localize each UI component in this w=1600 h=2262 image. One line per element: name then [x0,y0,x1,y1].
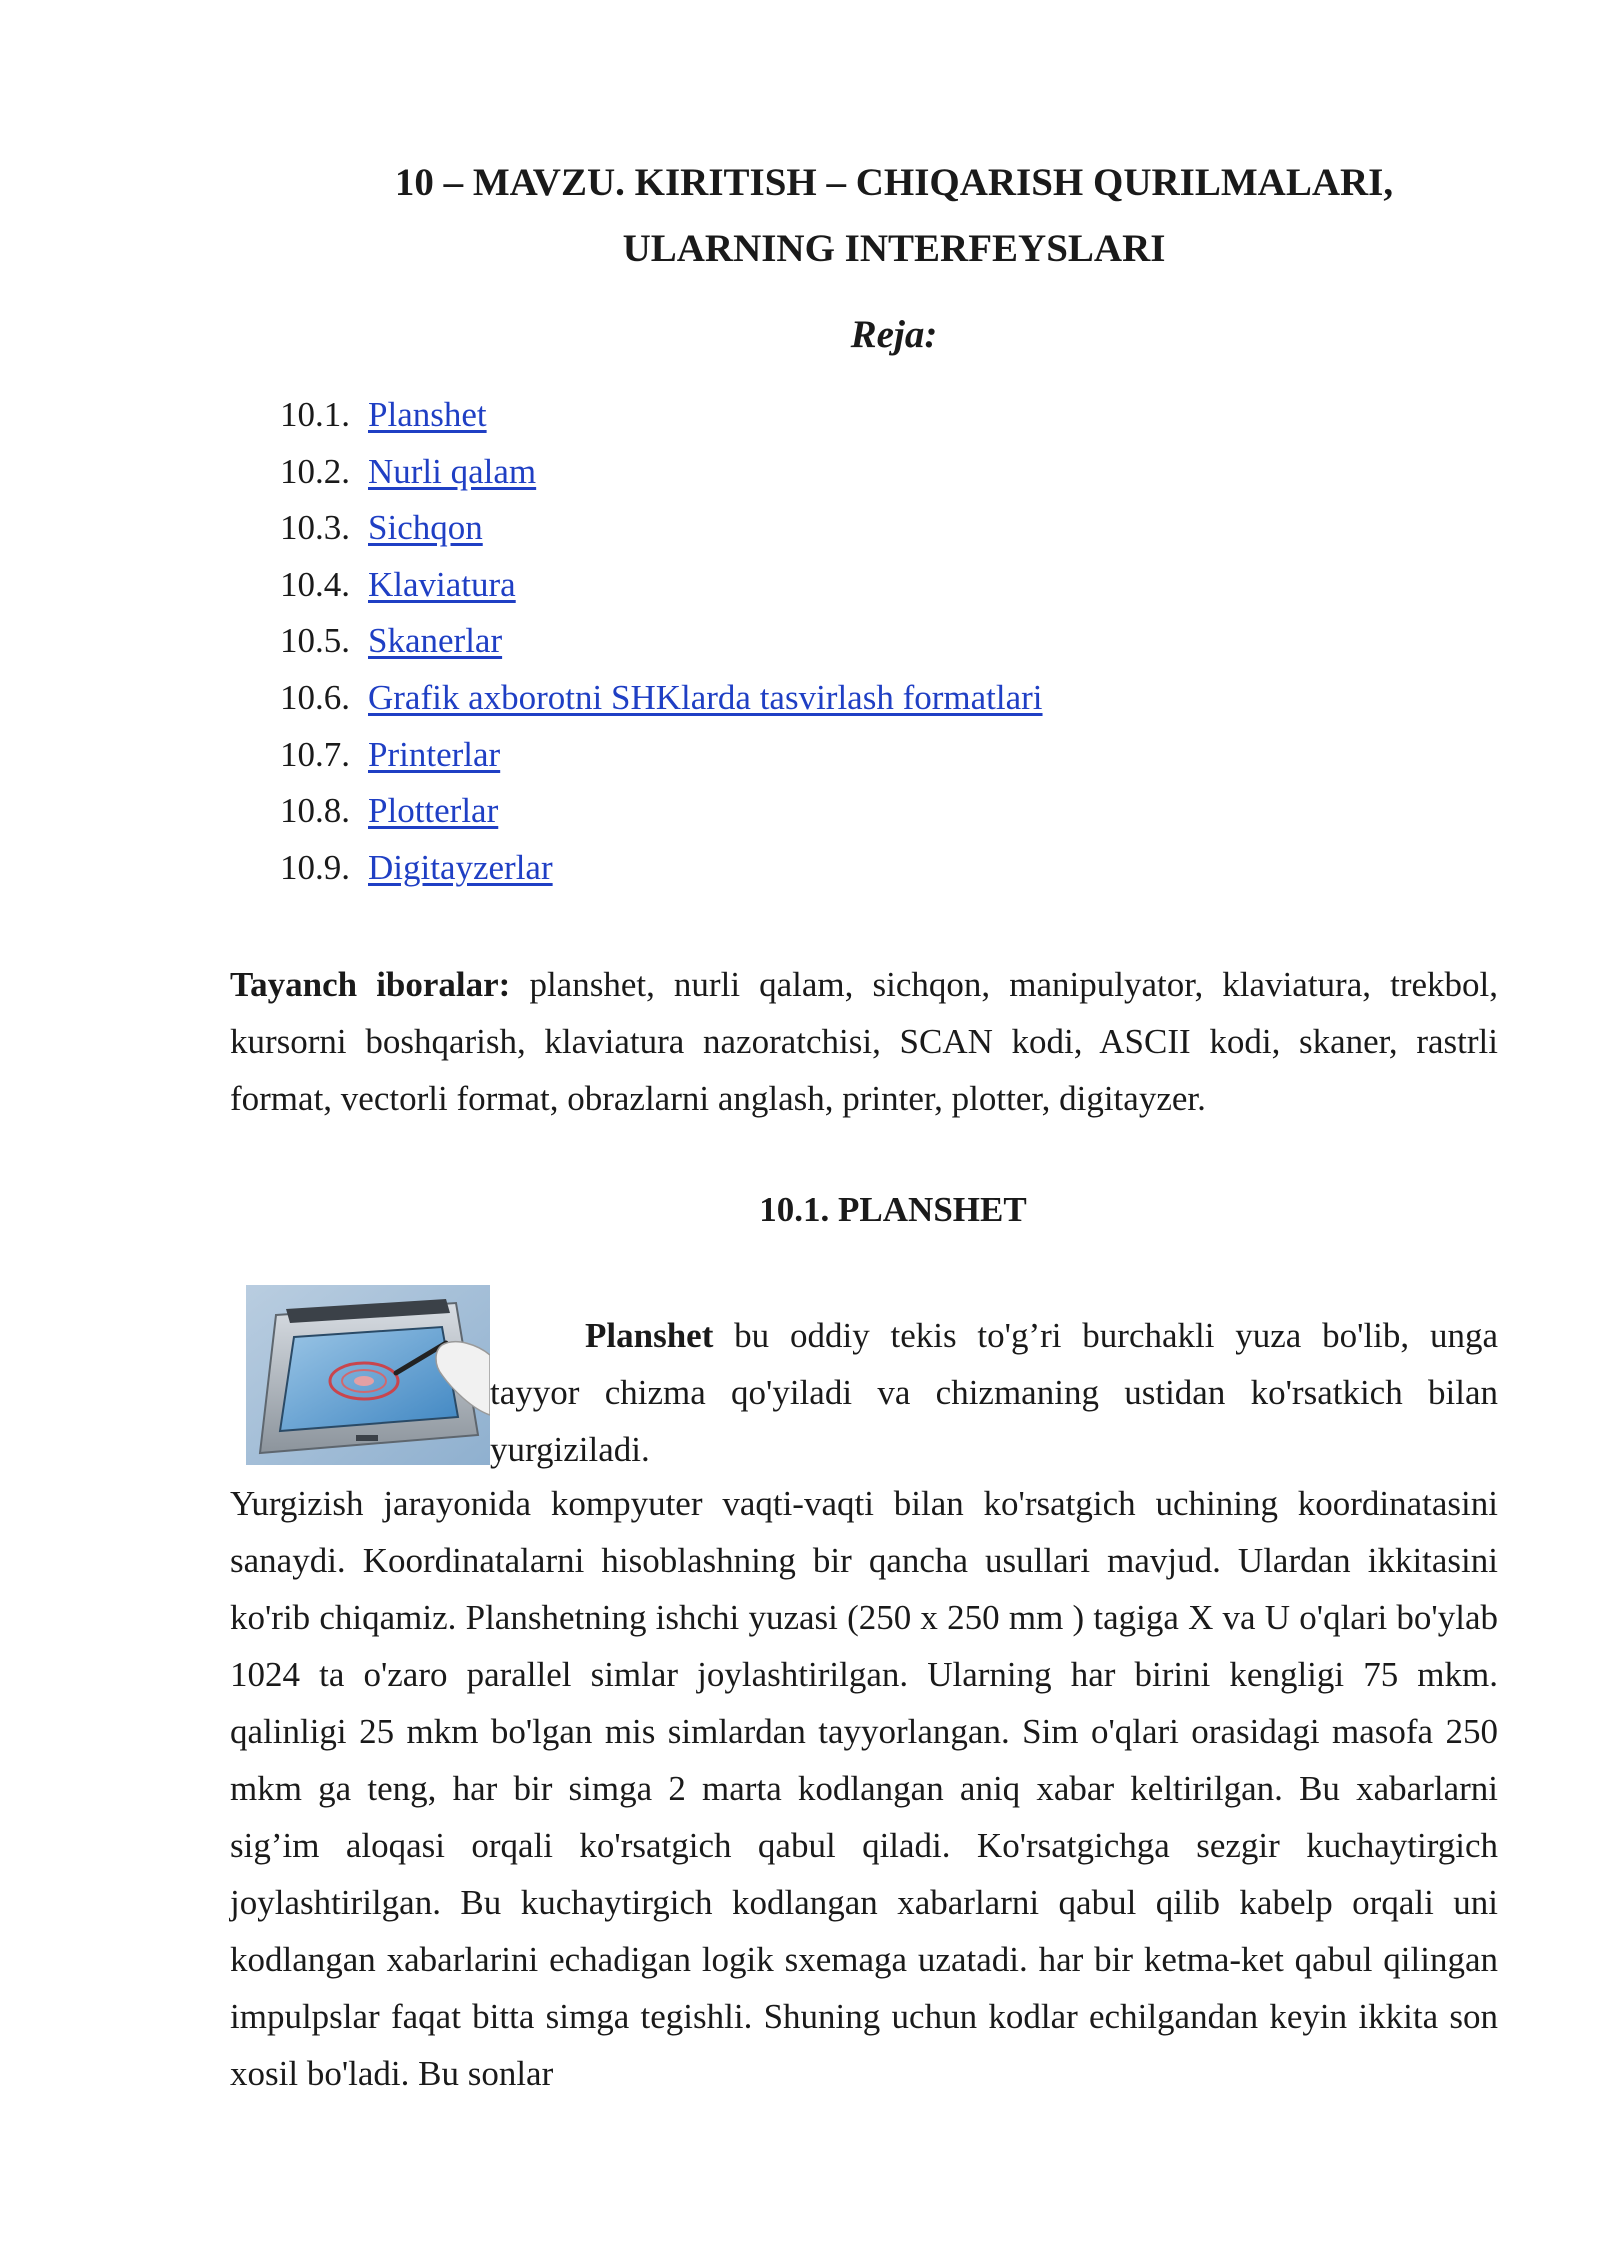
toc-link-digitayzerlar[interactable]: Digitayzerlar [368,847,553,887]
toc-link-planshet[interactable]: Planshet [368,395,487,434]
toc-item [280,444,1498,501]
section-title: 10.1. PLANSHET [759,1190,1027,1230]
plan-heading: Reja: [850,313,938,356]
toc-number: 10.5. [280,621,350,661]
toc-number: 10.4. [280,564,350,604]
section-lead-paragraph [490,1307,1498,1478]
toc-item [280,670,1498,727]
toc-link-klaviatura[interactable]: Klaviatura [368,564,516,604]
toc-item [280,613,1498,670]
toc-number: 10.2. [280,451,350,491]
toc-link-sichqon[interactable]: Sichqon [368,508,483,548]
toc-item [280,727,1498,784]
section-lead-term: Planshet [585,1316,714,1356]
toc-item [280,557,1498,614]
title-line-1: 10 – MAVZU. KIRITISH – CHIQARISH QURILMALARI, [394,161,1394,204]
title-line-2: ULARNING INTERFEYSLARI [622,227,1166,270]
keywords-text: planshet, nurli qalam, sichqon, manipulyator, klaviatura, trekbol, kursorni boshqarish, klaviatura nazoratchisi, SCAN kodi, ASCII kodi, skaner, rastrli format, vectorli format, obrazlarni anglash, printer, plotter, digitayzer. [230,965,1498,1119]
toc-number: 10.7. [280,734,350,774]
toc-number: 10.3. [280,508,350,548]
section-intro [230,1285,1498,1470]
toc-link-printerlar[interactable]: Printerlar [368,734,501,774]
keywords-label: Tayanch iboralar: [230,965,511,1005]
keywords-paragraph [230,956,1498,1127]
document-title [230,150,1498,282]
drawing-tablet-with-pen-image [246,1285,490,1465]
toc-item [280,840,1498,897]
toc-number: 10.6. [280,677,350,717]
section-body-paragraph: Yurgizish jarayonida kompyuter vaqti-vaqti bilan ko'rsatgich uchining koordinatasini sanaydi. Koordinatalarni hisoblashning bir qancha usullari mavjud. Ulardan ikkitasini ko'rib chiqamiz. Planshetning ishchi yuzasi (250 x 250 mm ) tagiga X va U o'qlari bo'ylab 1024 ta o'zaro parallel simlar joylashtirilgan. Ularning har birini kengligi 75 mkm. qalinligi 25 mkm bo'lgan mis simlardan tayyorlangan. Sim o'qlari orasidagi masofa 250 mkm ga teng, har bir simga 2 marta kodlangan aniq xabar keltirilgan. Bu xabarlarni sig’im aloqasi orqali ko'rsatgich qabul qiladi. Ko'rsatgichga sezgir kuchaytirgich joylashtirilgan. Bu kuchaytirgich kodlangan xabarlarni qabul qilib kabelp orqali uni kodlangan xabarlarini echadigan logik sxemaga uzatadi. har bir ketma-ket qabul qilingan impulpslar faqat bitta simga tegishli. Shuning uchun kodlar echilgandan keyin ikkita son xosil bo'ladi. Bu sonlar [230,1484,1498,2094]
toc-link-grafik-formatlari[interactable]: Grafik axborotni SHKlarda tasvirlash formatlari [368,677,1043,717]
toc-item [280,783,1498,840]
toc-item [280,500,1498,557]
toc-number: 10.9. [280,847,350,887]
document-page [230,150,1498,2137]
section-lead-text: bu oddiy tekis to'g’ri burchakli yuza bo'lib, unga tayyor chizma qo'yiladi va chizmaning ustidan ko'rsatkich bilan yurgiziladi. [490,1316,1498,1470]
toc-item [280,387,1498,444]
toc-link-plotterlar[interactable]: Plotterlar [368,791,499,831]
table-of-contents [230,387,1498,896]
toc-number: 10.1. [280,395,350,434]
toc-number: 10.8. [280,791,350,831]
toc-link-nurli-qalam[interactable]: Nurli qalam [368,451,537,491]
toc-link-skanerlar[interactable]: Skanerlar [368,621,503,661]
